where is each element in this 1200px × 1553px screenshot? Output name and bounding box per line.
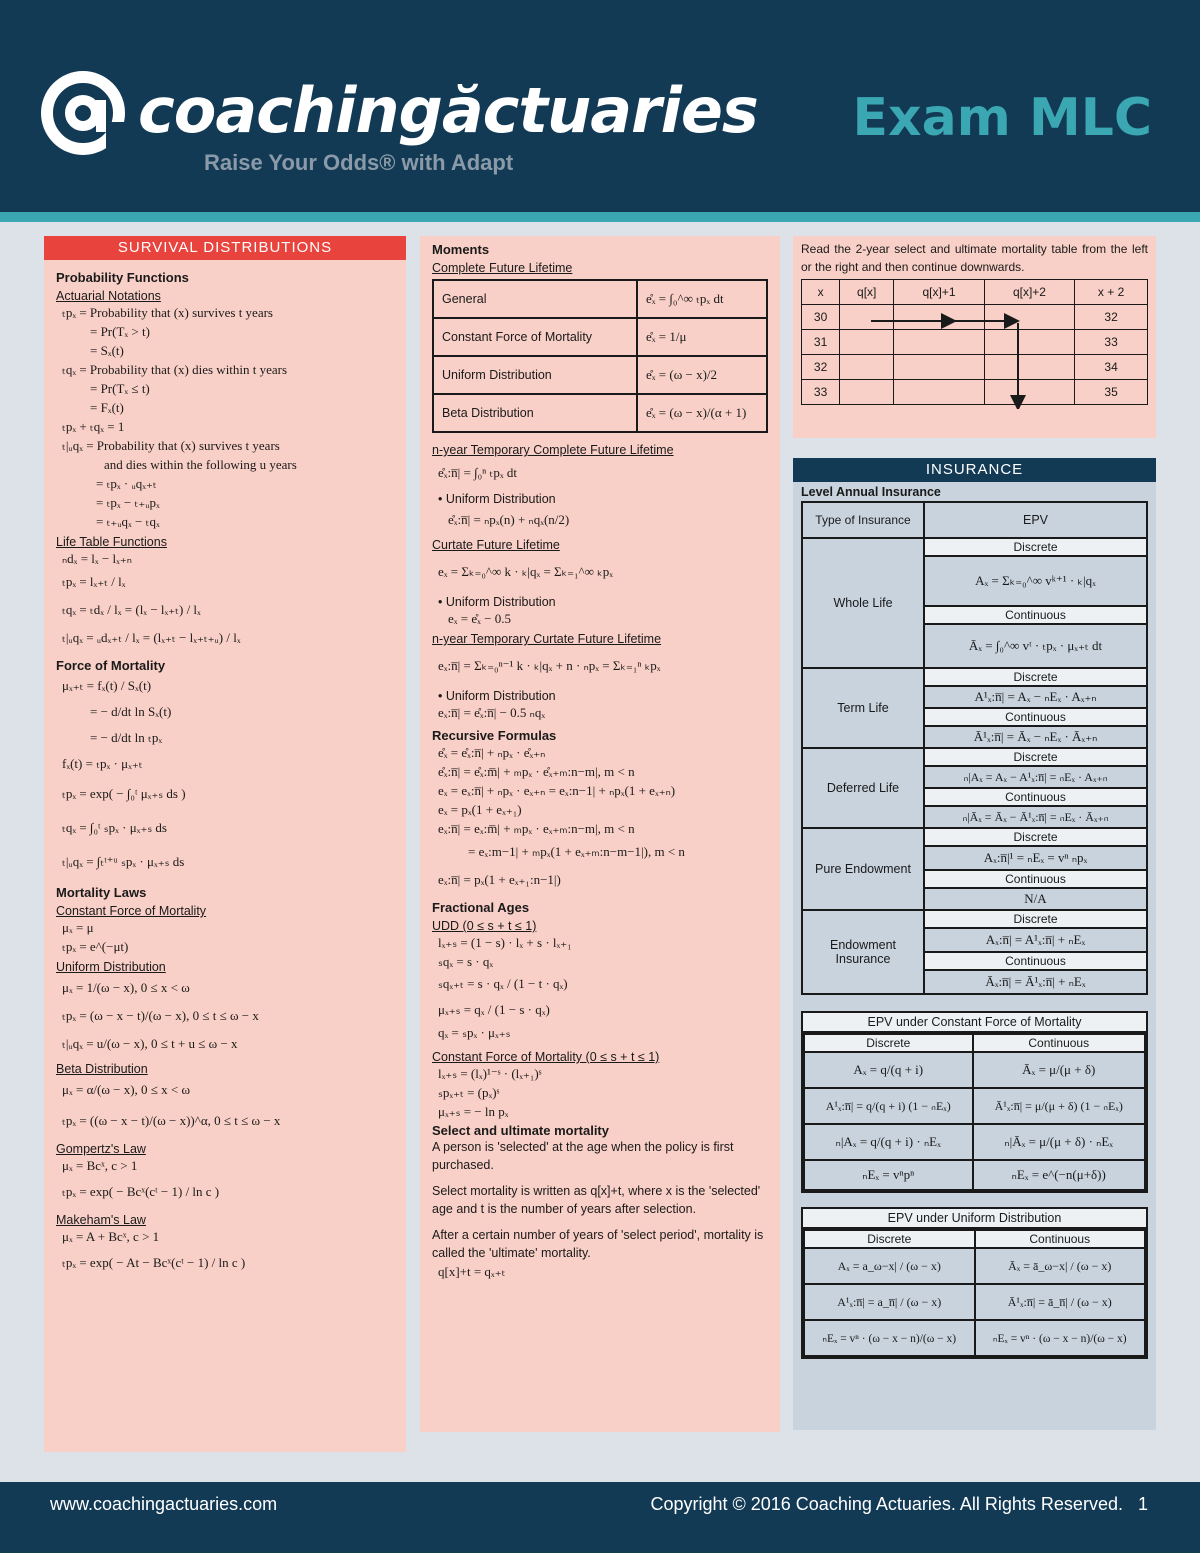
formula: ₙ|Aₓ = q/(q + i) · ₙEₓ <box>804 1124 973 1160</box>
website-link[interactable]: www.coachingactuaries.com <box>50 1494 278 1514</box>
formula: ₜpₓ = (ω − x − t)/(ω − x), 0 ≤ t ≤ ω − x <box>62 1008 259 1023</box>
table-cell: Constant Force of Mortality <box>433 318 637 356</box>
table-cell: 30 <box>802 305 840 330</box>
subheading: UDD (0 ≤ s + t ≤ 1) <box>432 919 537 933</box>
table-cell: 33 <box>802 380 840 405</box>
insurance-table <box>801 501 1148 995</box>
formula: μₓ = μ <box>62 920 94 935</box>
formula: = ₜ₊ᵤqₓ − ₜqₓ <box>96 514 160 529</box>
table-cell: e̊ₓ = (ω − x)/2 <box>637 356 767 394</box>
formula: eₓ = e̊ₓ − 0.5 <box>448 611 511 626</box>
paragraph: Read the 2-year select and ultimate mortality table from the left or the right and then continue downwards. <box>801 242 1148 274</box>
insurance-type: Whole Life <box>802 538 924 668</box>
subheading: Makeham's Law <box>56 1213 146 1227</box>
formula: ₜpₓ = lₓ₊ₜ / lₓ <box>62 574 126 589</box>
insurance-type: Pure Endowment <box>802 828 924 910</box>
subheader: Discrete <box>804 1034 973 1052</box>
header-stripe <box>0 212 1200 222</box>
formula: ₜ|ᵤqₓ = Probability that (x) survives t years <box>62 438 280 453</box>
formula: lₓ₊ₛ = (1 − s) · lₓ + s · lₓ₊₁ <box>438 935 572 950</box>
at-sign-logo-icon <box>40 70 126 156</box>
formula: Aₓ = q/(q + i) <box>804 1052 973 1088</box>
subheading: Beta Distribution <box>56 1062 148 1076</box>
copyright-text: Copyright © 2016 Coaching Actuaries. All Rights Reserved. <box>650 1494 1123 1514</box>
formula: eₓ:n̅| = eₓ:m̅| + ₘpₓ · eₓ₊ₘ:n−m|, m < n <box>438 821 635 836</box>
formula: μₓ₊ₛ = − ln pₓ <box>438 1104 509 1119</box>
formula: ₙdₓ = lₓ − lₓ₊ₙ <box>62 551 132 566</box>
subheader: Continuous <box>924 952 1147 970</box>
formula: = − d/dt ln ₜpₓ <box>90 730 163 745</box>
section-title: SURVIVAL DISTRIBUTIONS <box>44 236 406 260</box>
formula: ₛqₓ₊ₜ = s · qₓ / (1 − t · qₓ) <box>438 976 568 991</box>
subheading: Constant Force of Mortality <box>56 904 207 918</box>
subheading: Actuarial Notations <box>56 289 161 303</box>
table-cell: 32 <box>802 355 840 380</box>
formula: Aₓ:n̅| = A¹ₓ:n̅| + ₙEₓ <box>924 928 1147 952</box>
formula: ₜ|ᵤqₓ = ∫ₜᵗ⁺ᵘ ₛpₓ · μₓ₊ₛ ds <box>62 854 185 869</box>
heading: Level Annual Insurance <box>801 485 941 499</box>
table-header-row <box>802 502 1147 538</box>
heading: Select and ultimate mortality <box>432 1123 609 1138</box>
formula: e̊ₓ:n̅| = ₙpₓ(n) + ₙqₓ(n/2) <box>448 512 570 527</box>
subheading: Gompertz's Law <box>56 1142 146 1156</box>
subheading: Curtate Future Lifetime <box>432 538 560 552</box>
formula: ₛpₓ₊ₜ = (pₓ)ˢ <box>438 1085 500 1100</box>
copyright <box>650 1494 1148 1515</box>
table-cell: 31 <box>802 330 840 355</box>
formula: ₜpₓ = ((ω − x − t)/(ω − x))^α, 0 ≤ t ≤ ω − x <box>62 1113 281 1128</box>
table-cell: 34 <box>1075 355 1148 380</box>
section-title: INSURANCE <box>793 458 1156 482</box>
formula: ₙEₓ = vⁿ · (ω − x − n)/(ω − x) <box>975 1320 1146 1356</box>
formula: eₓ = eₓ:n̅| + ₙpₓ · eₓ₊ₙ = eₓ:n−1| + ₙpₓ(1 + eₓ₊ₙ) <box>438 783 676 798</box>
page-number: 1 <box>1137 1494 1148 1514</box>
insurance-type: Term Life <box>802 668 924 748</box>
column-header: x + 2 <box>1075 280 1148 305</box>
formula: = − d/dt ln Sₓ(t) <box>90 704 172 719</box>
formula: ₙEₓ = vⁿ · (ω − x − n)/(ω − x) <box>804 1320 975 1356</box>
subheading: Uniform Distribution <box>56 960 166 974</box>
formula: ₛqₓ = s · qₓ <box>438 954 494 969</box>
heading: Fractional Ages <box>432 900 530 915</box>
formula: eₓ:n̅| = pₓ(1 + eₓ₊₁:n−1|) <box>438 872 561 887</box>
formula: = eₓ:m−1| + ₘpₓ(1 + eₓ₊ₘ:n−m−1|), m < n <box>468 844 685 859</box>
paragraph: A person is 'selected' at the age when the policy is first purchased. <box>432 1140 734 1172</box>
formula: ₜqₓ = Probability that (x) dies within t years <box>62 362 288 377</box>
formula: ₜpₓ = e^(−μt) <box>62 939 129 954</box>
subheading: Complete Future Lifetime <box>432 261 573 275</box>
formula: qₓ = ₛpₓ · μₓ₊ₛ <box>438 1025 511 1040</box>
bullet: • Uniform Distribution <box>432 689 768 703</box>
table-row <box>433 280 767 318</box>
subheading: n-year Temporary Curtate Future Lifetime <box>432 632 662 646</box>
formula: eₓ:n̅| = e̊ₓ:n̅| − 0.5 ₙqₓ <box>438 705 546 720</box>
heading: Mortality Laws <box>56 885 147 900</box>
formula: Aₓ = a_ω−x| / (ω − x) <box>804 1248 975 1284</box>
column-header: EPV <box>924 502 1147 538</box>
subheader: Discrete <box>924 668 1147 686</box>
table-cell: e̊ₓ = 1/μ <box>637 318 767 356</box>
heading: Probability Functions <box>56 270 189 285</box>
subheader: Continuous <box>975 1230 1146 1248</box>
formula: Āₓ = μ/(μ + δ) <box>973 1052 1146 1088</box>
subheader: Discrete <box>924 748 1147 766</box>
table-cell: e̊ₓ = (ω − x)/(α + 1) <box>637 394 767 432</box>
bullet: • Uniform Distribution <box>432 595 768 609</box>
formula: μₓ = Bcˣ, c > 1 <box>62 1158 138 1173</box>
formula: ₙEₓ = e^(−n(μ+δ)) <box>973 1160 1146 1190</box>
table-cell: Beta Distribution <box>433 394 637 432</box>
arrow-right-icon <box>801 279 1146 409</box>
formula: Āₓ:n̅| = Ā¹ₓ:n̅| + ₙEₓ <box>924 970 1147 994</box>
formula: fₓ(t) = ₜpₓ · μₓ₊ₜ <box>62 756 143 771</box>
heading: Force of Mortality <box>56 658 166 673</box>
formula: = Pr(Tₓ > t) <box>90 324 150 339</box>
table-row <box>433 394 767 432</box>
formula: = Fₓ(t) <box>90 400 124 415</box>
subheader: Discrete <box>924 910 1147 928</box>
subheading: n-year Temporary Complete Future Lifetime <box>432 443 674 457</box>
column-header: q[x]+1 <box>894 280 984 305</box>
moments-section <box>420 236 780 1432</box>
formula: eₓ = pₓ(1 + eₓ₊₁) <box>438 802 522 817</box>
formula: μₓ = 1/(ω − x), 0 ≤ x < ω <box>62 980 190 995</box>
formula: Āₓ = ∫₀^∞ vᵗ · ₜpₓ · μₓ₊ₜ dt <box>924 624 1147 668</box>
paragraph: Select mortality is written as q[x]+t, where x is the 'selected' age and t is the number of years after selection. <box>432 1184 761 1216</box>
insurance-section <box>793 458 1156 1430</box>
subheading: Life Table Functions <box>56 535 167 549</box>
table-row <box>433 318 767 356</box>
formula: Āₓ = ā_ω−x| / (ω − x) <box>975 1248 1146 1284</box>
cfm-table <box>803 1033 1146 1191</box>
footer <box>0 1482 1200 1553</box>
column-header: Type of Insurance <box>802 502 924 538</box>
ud-table <box>803 1229 1146 1357</box>
formula: = ₜpₓ · ᵤqₓ₊ₜ <box>96 476 157 491</box>
brand-name: coachingăctuaries <box>138 74 758 147</box>
formula: ₙ|Āₓ = Āₓ − Ā¹ₓ:n̅| = ₙEₓ · Āₓ₊ₙ <box>924 806 1147 828</box>
column-header: q[x] <box>840 280 894 305</box>
table-cell: 35 <box>1075 380 1148 405</box>
formula: = ₜpₓ − ₜ₊ᵤpₓ <box>96 495 160 510</box>
subheading: Constant Force of Mortality (0 ≤ s + t ≤ 1) <box>432 1050 660 1064</box>
formula: A¹ₓ:n̅| = a_n̅| / (ω − x) <box>804 1284 975 1320</box>
ud-epv-box <box>801 1207 1148 1359</box>
subheader: Continuous <box>924 708 1147 726</box>
formula: lₓ₊ₛ = (lₓ)¹⁻ˢ · (lₓ₊₁)ˢ <box>438 1066 542 1081</box>
table-cell: 32 <box>1075 305 1148 330</box>
formula: q[x]+t = qₓ₊ₜ <box>438 1264 506 1279</box>
subheader: Discrete <box>804 1230 975 1248</box>
formula: ₜqₓ = ₜdₓ / lₓ = (lₓ − lₓ₊ₜ) / lₓ <box>62 602 201 617</box>
column-header: q[x]+2 <box>984 280 1074 305</box>
formula: ₜ|ᵤqₓ = u/(ω − x), 0 ≤ t + u ≤ ω − x <box>62 1036 238 1051</box>
formula: μₓ₊ₜ = fₓ(t) / Sₓ(t) <box>62 678 152 693</box>
table-cell: General <box>433 280 637 318</box>
subheader: Discrete <box>924 538 1147 556</box>
formula: μₓ = α/(ω − x), 0 ≤ x < ω <box>62 1082 191 1097</box>
formula: eₓ:n̅| = Σₖ₌₀ⁿ⁻¹ k · ₖ|qₓ + n · ₙpₓ = Σₖ₌₁ⁿ ₖpₓ <box>438 658 661 673</box>
box-title: EPV under Uniform Distribution <box>803 1209 1146 1229</box>
survival-section <box>44 236 406 1452</box>
subheader: Continuous <box>973 1034 1146 1052</box>
formula: Ā¹ₓ:n̅| = μ/(μ + δ) (1 − ₙEₓ) <box>973 1088 1146 1124</box>
formula: ₜpₓ = exp( − Bcˣ(cᵗ − 1) / ln c ) <box>62 1184 220 1199</box>
cfm-epv-box <box>801 1011 1148 1193</box>
formula: N/A <box>924 888 1147 910</box>
formula: ₙ|Āₓ = μ/(μ + δ) · ₙEₓ <box>973 1124 1146 1160</box>
formula: Ā¹ₓ:n̅| = ā_n̅| / (ω − x) <box>975 1284 1146 1320</box>
heading: Recursive Formulas <box>432 728 557 743</box>
moments-table <box>432 279 768 433</box>
formula: Aₓ:n̅|¹ = ₙEₓ = vⁿ ₙpₓ <box>924 846 1147 870</box>
insurance-type: Deferred Life <box>802 748 924 828</box>
formula: A¹ₓ:n̅| = q/(q + i) (1 − ₙEₓ) <box>804 1088 973 1124</box>
formula: eₓ = Σₖ₌₀^∞ k · ₖ|qₓ = Σₖ₌₁^∞ ₖpₓ <box>438 564 613 579</box>
exam-title: Exam MLC <box>852 88 1152 148</box>
formula: = Sₓ(t) <box>90 343 124 358</box>
formula: μₓ₊ₛ = qₓ / (1 − s · qₓ) <box>438 1002 550 1017</box>
header <box>0 0 1200 215</box>
formula: ₙ|Aₓ = Aₓ − A¹ₓ:n̅| = ₙEₓ · Aₓ₊ₙ <box>924 766 1147 788</box>
formula: ₙEₓ = vⁿpⁿ <box>804 1160 973 1190</box>
table-cell: Uniform Distribution <box>433 356 637 394</box>
subheader: Continuous <box>924 788 1147 806</box>
formula: e̊ₓ:n̅| = ∫₀ⁿ ₜpₓ dt <box>438 465 517 480</box>
tagline: Raise Your Odds® with Adapt <box>204 150 514 175</box>
table-cell: 33 <box>1075 330 1148 355</box>
formula: ₜ|ᵤqₓ = ᵤdₓ₊ₜ / lₓ = (lₓ₊ₜ − lₓ₊ₜ₊ᵤ) / lₓ <box>62 630 241 645</box>
table-cell: e̊ₓ = ∫₀^∞ ₜpₓ dt <box>637 280 767 318</box>
formula: e̊ₓ:n̅| = e̊ₓ:m̅| + ₘpₓ · e̊ₓ₊ₘ:n−m|, m < n <box>438 764 635 779</box>
formula: A¹ₓ:n̅| = Aₓ − ₙEₓ · Aₓ₊ₙ <box>924 686 1147 708</box>
formula: μₓ = A + Bcˣ, c > 1 <box>62 1229 160 1244</box>
paragraph: After a certain number of years of 'select period', mortality is called the 'ultimate' mortality. <box>432 1228 764 1260</box>
formula: ₜqₓ = ∫₀ᵗ ₛpₓ · μₓ₊ₛ ds <box>62 820 167 835</box>
formula: ₜpₓ = exp( − ∫₀ᵗ μₓ₊ₛ ds ) <box>62 786 186 801</box>
subheader: Continuous <box>924 870 1147 888</box>
insurance-type: Endowment Insurance <box>802 910 924 994</box>
formula: ₜpₓ = exp( − At − Bcˣ(cᵗ − 1) / ln c ) <box>62 1255 246 1270</box>
subheader: Continuous <box>924 606 1147 624</box>
column-header: x <box>802 280 840 305</box>
formula: Aₓ = Σₖ₌₀^∞ vᵏ⁺¹ · ₖ|qₓ <box>924 556 1147 606</box>
formula: e̊ₓ = e̊ₓ:n̅| + ₙpₓ · e̊ₓ₊ₙ <box>438 745 546 760</box>
box-title: EPV under Constant Force of Mortality <box>803 1013 1146 1033</box>
bullet: • Uniform Distribution <box>432 492 768 506</box>
formula: ₜpₓ = Probability that (x) survives t years <box>62 305 273 320</box>
formula: and dies within the following u years <box>104 457 297 472</box>
table-row <box>433 356 767 394</box>
heading: Moments <box>432 242 490 257</box>
select-table-section <box>793 236 1156 438</box>
subheader: Discrete <box>924 828 1147 846</box>
formula: = Pr(Tₓ ≤ t) <box>90 381 150 396</box>
formula: Ā¹ₓ:n̅| = Āₓ − ₙEₓ · Āₓ₊ₙ <box>924 726 1147 748</box>
formula: ₜpₓ + ₜqₓ = 1 <box>62 419 125 434</box>
